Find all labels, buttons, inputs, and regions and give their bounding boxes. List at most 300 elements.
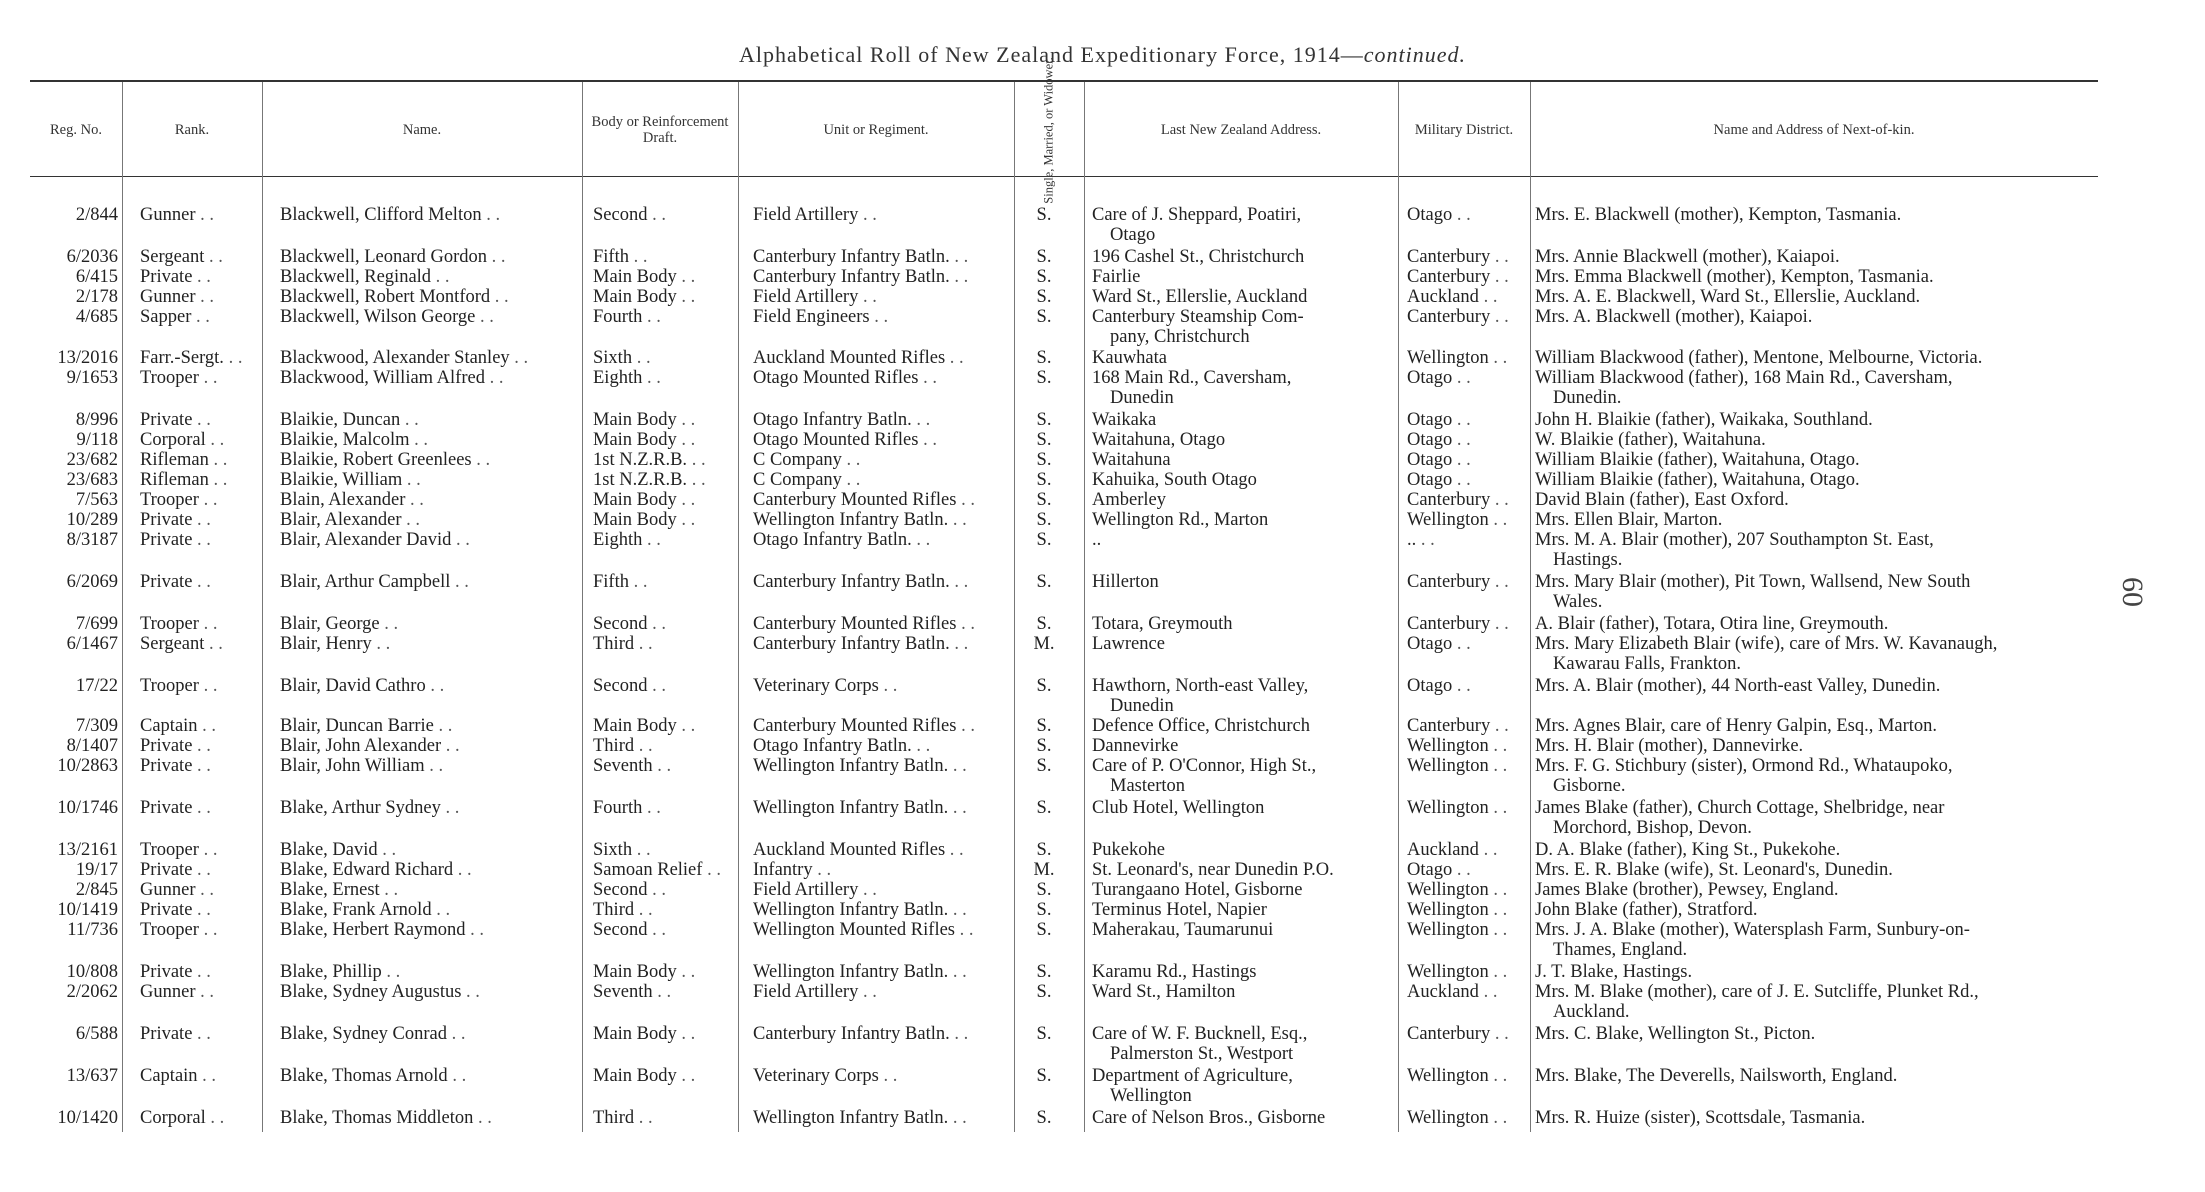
name-cell <box>280 716 580 736</box>
draft-cell <box>593 1066 728 1086</box>
unit-cell <box>753 962 1008 982</box>
leader-dots: . . <box>1490 247 1509 267</box>
next-of-kin-cell <box>1535 860 2095 880</box>
reg-no-cell-text: 6/415 <box>75 267 118 287</box>
name-cell <box>280 756 580 776</box>
district-cell-text: Canterbury <box>1407 490 1491 510</box>
leader-dots: . . <box>878 1066 898 1086</box>
leader-dots: . . <box>948 510 967 530</box>
next-of-kin-cell <box>1535 572 2095 612</box>
address-cell <box>1092 676 1392 716</box>
reg-no-cell <box>34 205 118 225</box>
status-cell-text: S. <box>1036 410 1052 430</box>
draft-cell <box>593 267 728 287</box>
name-cell-text: Blain, Alexander <box>280 490 406 510</box>
status-cell-text: S. <box>1036 1024 1052 1044</box>
address-cell-continued: Wellington <box>1110 1086 1192 1106</box>
next-of-kin-cell-text: William Blaikie (father), Waitahuna, Otago. <box>1535 450 1860 470</box>
name-cell <box>280 430 580 450</box>
reg-no-cell-text: 2/844 <box>75 205 118 225</box>
leader-dots: . . <box>955 920 974 940</box>
next-of-kin-cell-text: Mrs. F. G. Stichbury (sister), Ormond Rd., Whataupoko, <box>1535 756 1953 776</box>
leader-dots: . . <box>381 962 401 982</box>
name-cell-text: Blake, Thomas Arnold <box>280 1066 448 1086</box>
leader-dots: . . <box>1452 860 1471 880</box>
next-of-kin-cell <box>1535 368 2095 408</box>
reg-no-cell <box>34 962 118 982</box>
next-of-kin-cell <box>1535 798 2095 838</box>
status-cell-text: S. <box>1036 368 1052 388</box>
status-cell-text: S. <box>1036 430 1052 450</box>
address-cell <box>1092 470 1392 490</box>
leader-dots: . . <box>956 716 975 736</box>
address-cell-text: Care of Nelson Bros., Gisborne <box>1092 1108 1326 1128</box>
name-cell-text: Blake, Edward Richard <box>280 860 454 880</box>
rank-cell <box>140 1108 258 1128</box>
rank-cell-text: Private <box>140 962 193 982</box>
status-cell-text: S. <box>1036 470 1052 490</box>
draft-cell-text: Third <box>593 736 635 756</box>
rank-cell-text: Captain <box>140 1066 198 1086</box>
leader-dots: . . <box>647 880 666 900</box>
next-of-kin-cell <box>1535 756 2095 796</box>
status-cell-text: S. <box>1036 880 1052 900</box>
name-cell <box>280 410 580 430</box>
rank-cell <box>140 450 258 470</box>
status-cell <box>1016 287 1072 307</box>
rank-cell <box>140 530 258 550</box>
draft-cell <box>593 614 728 634</box>
header-reg: Reg. No. <box>50 122 102 138</box>
next-of-kin-continued: Wales. <box>1553 592 1603 612</box>
draft-cell-text: Eighth <box>593 368 643 388</box>
draft-cell-text: Main Body <box>593 490 677 510</box>
column-divider <box>738 82 739 1132</box>
address-cell-text: Waikaka <box>1092 410 1157 430</box>
column-divider <box>1014 82 1015 1132</box>
leader-dots: . . <box>1478 840 1498 860</box>
unit-cell <box>753 634 1008 654</box>
district-cell <box>1407 962 1527 982</box>
district-cell-text: Wellington <box>1407 1066 1489 1086</box>
name-cell-text: Blaikie, Duncan <box>280 410 401 430</box>
leader-dots: . . <box>475 307 494 327</box>
status-cell <box>1016 798 1072 818</box>
next-of-kin-continued: Morchord, Bishop, Devon. <box>1553 818 1752 838</box>
unit-cell <box>753 982 1008 1002</box>
district-cell <box>1407 634 1527 654</box>
leader-dots: . . <box>1488 348 1508 368</box>
leader-dots: . . <box>425 676 445 696</box>
status-cell <box>1016 1108 1072 1128</box>
draft-cell-text: 1st N.Z.R.B. <box>593 450 688 470</box>
leader-dots: . . <box>431 900 451 920</box>
reg-no-cell <box>34 716 118 736</box>
draft-cell <box>593 490 728 510</box>
address-cell <box>1092 572 1392 592</box>
address-cell-text: Totara, Greymouth <box>1092 614 1233 634</box>
district-cell <box>1407 430 1527 450</box>
status-cell-text: S. <box>1036 348 1052 368</box>
unit-cell <box>753 205 1008 225</box>
unit-cell <box>753 510 1008 530</box>
district-cell-text: Canterbury <box>1407 267 1491 287</box>
name-cell-text: Blaikie, Malcolm <box>280 430 410 450</box>
leader-dots: . . <box>1488 962 1508 982</box>
reg-no-cell <box>34 860 118 880</box>
status-cell <box>1016 267 1072 287</box>
name-cell-text: Blair, Henry <box>280 634 372 654</box>
leader-dots: . . <box>949 247 969 267</box>
leader-dots: . . <box>676 490 696 510</box>
draft-cell-text: Main Body <box>593 510 677 530</box>
name-cell <box>280 450 580 470</box>
leader-dots: . . <box>869 307 889 327</box>
district-cell-text: Wellington <box>1407 920 1489 940</box>
name-cell <box>280 798 580 818</box>
address-cell <box>1092 530 1392 550</box>
draft-cell <box>593 798 728 818</box>
leader-dots: . . <box>447 1024 466 1044</box>
status-cell-text: S. <box>1036 840 1052 860</box>
address-cell-continued: Dunedin <box>1110 388 1174 408</box>
address-cell-text: .. <box>1092 530 1102 550</box>
leader-dots: . . <box>192 1024 211 1044</box>
district-cell-text: Wellington <box>1407 962 1489 982</box>
district-cell-text: Canterbury <box>1407 716 1491 736</box>
leader-dots: . . <box>192 798 211 818</box>
leader-dots: . . <box>1452 368 1471 388</box>
rank-cell <box>140 572 258 592</box>
leader-dots: . . <box>223 348 243 368</box>
header-status-label: Single, Married, or Widower. <box>1041 56 1056 204</box>
leader-dots: . . <box>911 736 931 756</box>
draft-cell <box>593 676 728 696</box>
draft-cell <box>593 962 728 982</box>
draft-cell-text: Third <box>593 634 635 654</box>
name-cell <box>280 348 580 368</box>
address-cell-text: Karamu Rd., Hastings <box>1092 962 1257 982</box>
next-of-kin-cell-text: A. Blair (father), Totara, Otira line, Greymouth. <box>1535 614 1889 634</box>
name-cell-text: Blackwell, Leonard Gordon <box>280 247 488 267</box>
name-cell <box>280 676 580 696</box>
leader-dots: . . <box>1490 614 1509 634</box>
reg-no-cell <box>34 430 118 450</box>
address-cell-text: Waitahuna <box>1092 450 1171 470</box>
name-cell <box>280 510 580 530</box>
leader-dots: . . <box>647 920 666 940</box>
unit-cell-text: Canterbury Mounted Rifles <box>753 716 957 736</box>
unit-cell-text: Infantry <box>753 860 813 880</box>
district-cell <box>1407 716 1527 736</box>
reg-no-cell-text: 10/289 <box>66 510 118 530</box>
leader-dots: . . <box>642 368 661 388</box>
unit-cell <box>753 756 1008 776</box>
district-cell <box>1407 798 1527 818</box>
unit-cell-text: Otago Mounted Rifles <box>753 368 919 388</box>
district-cell <box>1407 1108 1527 1128</box>
rank-cell-text: Trooper <box>140 614 199 634</box>
leader-dots: . . <box>1488 880 1508 900</box>
name-cell-text: Blake, David <box>280 840 378 860</box>
next-of-kin-cell <box>1535 920 2095 960</box>
district-cell <box>1407 900 1527 920</box>
next-of-kin-continued: Thames, England. <box>1553 940 1688 960</box>
next-of-kin-cell <box>1535 307 2095 327</box>
name-cell-text: Blair, John William <box>280 756 425 776</box>
name-cell-text: Blair, Duncan Barrie <box>280 716 434 736</box>
name-cell-text: Blackwell, Wilson George <box>280 307 476 327</box>
name-cell-text: Blackwell, Reginald <box>280 267 432 287</box>
status-cell-text: S. <box>1036 614 1052 634</box>
leader-dots: . . <box>911 410 931 430</box>
reg-no-cell <box>34 798 118 818</box>
unit-cell <box>753 716 1008 736</box>
address-cell <box>1092 860 1392 880</box>
leader-dots: . . <box>450 572 469 592</box>
rank-cell <box>140 510 258 530</box>
district-cell-text: Canterbury <box>1407 307 1491 327</box>
leader-dots: . . <box>1488 798 1508 818</box>
leader-dots: . . <box>948 1108 967 1128</box>
address-cell-text: Pukekohe <box>1092 840 1165 860</box>
reg-no-cell <box>34 920 118 940</box>
name-cell <box>280 962 580 982</box>
leader-dots: . . <box>405 490 424 510</box>
unit-cell-text: Wellington Infantry Batln. <box>753 962 949 982</box>
rank-cell <box>140 860 258 880</box>
leader-dots: . . <box>191 307 210 327</box>
next-of-kin-cell-text: Mrs. C. Blake, Wellington St., Picton. <box>1535 1024 1816 1044</box>
reg-no-cell <box>34 572 118 592</box>
unit-cell <box>753 450 1008 470</box>
status-cell <box>1016 348 1072 368</box>
district-cell-text: Otago <box>1407 634 1453 654</box>
name-cell-text: Blackwood, William Alfred <box>280 368 485 388</box>
reg-no-cell-text: 11/736 <box>67 920 118 940</box>
unit-cell-text: Auckland Mounted Rifles <box>753 348 946 368</box>
address-cell <box>1092 716 1392 736</box>
leader-dots: . . <box>918 430 937 450</box>
leader-dots: . . <box>198 676 218 696</box>
unit-cell-text: Canterbury Infantry Batln. <box>753 1024 950 1044</box>
rank-cell-text: Private <box>140 510 193 530</box>
name-cell-text: Blaikie, William <box>280 470 403 490</box>
status-cell <box>1016 490 1072 510</box>
status-cell-text: S. <box>1036 247 1052 267</box>
next-of-kin-cell-text: J. T. Blake, Hastings. <box>1535 962 1693 982</box>
leader-dots: . . <box>1452 410 1471 430</box>
address-cell-text: Hillerton <box>1092 572 1159 592</box>
rank-cell-text: Trooper <box>140 920 199 940</box>
unit-cell-text: Wellington Infantry Batln. <box>753 798 949 818</box>
name-cell-text: Blackwell, Clifford Melton <box>280 205 482 225</box>
reg-no-cell-text: 6/588 <box>75 1024 118 1044</box>
leader-dots: . . <box>424 756 444 776</box>
rank-cell <box>140 798 258 818</box>
reg-no-cell-text: 17/22 <box>75 676 118 696</box>
status-cell-text: S. <box>1036 287 1052 307</box>
address-cell-text: Wellington Rd., Marton <box>1092 510 1269 530</box>
address-cell <box>1092 490 1392 510</box>
address-cell <box>1092 450 1392 470</box>
district-cell <box>1407 1066 1527 1086</box>
status-cell-text: S. <box>1036 510 1052 530</box>
rank-cell <box>140 1066 258 1086</box>
rank-cell <box>140 287 258 307</box>
rank-cell <box>140 614 258 634</box>
draft-cell <box>593 348 728 368</box>
leader-dots: . . <box>634 1108 653 1128</box>
rank-cell <box>140 247 258 267</box>
name-cell-text: Blackwood, Alexander Stanley <box>280 348 510 368</box>
leader-dots: . . <box>634 900 653 920</box>
address-cell-text: 168 Main Rd., Caversham, <box>1092 368 1292 388</box>
draft-cell <box>593 1024 728 1044</box>
reg-no-cell <box>34 410 118 430</box>
leader-dots: . . <box>956 614 975 634</box>
next-of-kin-cell-text: James Blake (father), Church Cottage, Shelbridge, near <box>1535 798 1945 818</box>
draft-cell-text: Seventh <box>593 982 653 1002</box>
leader-dots: . . <box>192 510 211 530</box>
status-cell-text: S. <box>1036 1108 1052 1128</box>
district-cell <box>1407 410 1527 430</box>
name-cell <box>280 368 580 388</box>
district-cell-text: Otago <box>1407 410 1453 430</box>
leader-dots: . . <box>192 900 211 920</box>
district-cell-text: Wellington <box>1407 510 1489 530</box>
header-district: Military District. <box>1414 122 1514 138</box>
district-cell-text: Canterbury <box>1407 1024 1491 1044</box>
status-cell <box>1016 410 1072 430</box>
next-of-kin-cell <box>1535 962 2095 982</box>
leader-dots: . . <box>632 840 651 860</box>
next-of-kin-cell <box>1535 1108 2095 1128</box>
address-cell <box>1092 267 1392 287</box>
draft-cell-text: Main Body <box>593 287 677 307</box>
reg-no-cell-text: 9/118 <box>76 430 118 450</box>
leader-dots: . . <box>192 736 211 756</box>
status-cell-text: S. <box>1036 530 1052 550</box>
leader-dots: . . <box>371 634 391 654</box>
draft-cell <box>593 920 728 940</box>
address-cell <box>1092 614 1392 634</box>
unit-cell <box>753 920 1008 940</box>
address-cell <box>1092 962 1392 982</box>
leader-dots: . . <box>1490 1024 1509 1044</box>
rank-cell <box>140 736 258 756</box>
status-cell-text: S. <box>1036 1066 1052 1086</box>
address-cell-text: Department of Agriculture, <box>1092 1066 1293 1086</box>
address-cell-text: Kahuika, South Otago <box>1092 470 1257 490</box>
unit-cell-text: Otago Infantry Batln. <box>753 530 912 550</box>
name-cell <box>280 1108 580 1128</box>
draft-cell-text: Main Body <box>593 430 677 450</box>
status-cell-text: S. <box>1036 490 1052 510</box>
leader-dots: . . <box>949 267 969 287</box>
leader-dots: . . <box>484 368 504 388</box>
next-of-kin-cell-text: Mrs. H. Blair (mother), Dannevirke. <box>1535 736 1804 756</box>
draft-cell <box>593 572 728 592</box>
reg-no-cell-text: 2/845 <box>75 880 118 900</box>
draft-cell <box>593 840 728 860</box>
leader-dots: . . <box>647 676 666 696</box>
draft-cell <box>593 368 728 388</box>
draft-cell-text: Main Body <box>593 1066 677 1086</box>
unit-cell-text: Wellington Infantry Batln. <box>753 900 949 920</box>
next-of-kin-cell-text: Mrs. Mary Elizabeth Blair (wife), care of Mrs. W. Kavanaugh, <box>1535 634 1998 654</box>
header-status <box>1014 56 1084 204</box>
status-cell <box>1016 307 1072 327</box>
name-cell-text: Blair, Alexander David <box>280 530 452 550</box>
address-cell-text: Maherakau, Taumarunui <box>1092 920 1274 940</box>
address-cell-text: Care of W. F. Bucknell, Esq., <box>1092 1024 1308 1044</box>
next-of-kin-cell <box>1535 1024 2095 1044</box>
address-cell <box>1092 798 1392 818</box>
status-cell <box>1016 962 1072 982</box>
district-cell <box>1407 736 1527 756</box>
unit-cell-text: Field Engineers <box>753 307 870 327</box>
status-cell-text: S. <box>1036 756 1052 776</box>
district-cell <box>1407 307 1527 327</box>
status-cell-text: S. <box>1036 962 1052 982</box>
reg-no-cell <box>34 267 118 287</box>
name-cell-text: Blake, Sydney Augustus <box>280 982 462 1002</box>
draft-cell-text: Eighth <box>593 530 643 550</box>
district-cell <box>1407 530 1527 550</box>
unit-cell <box>753 368 1008 388</box>
leader-dots: . . <box>401 510 421 530</box>
name-cell-text: Blair, Alexander <box>280 510 402 530</box>
leader-dots: . . <box>948 756 967 776</box>
leader-dots: . . <box>192 410 211 430</box>
draft-cell <box>593 470 728 490</box>
status-cell <box>1016 450 1072 470</box>
title-main: Alphabetical Roll of New Zealand Expeditionary Force, 1914— <box>739 42 1364 67</box>
status-cell <box>1016 470 1072 490</box>
address-cell <box>1092 410 1392 430</box>
leader-dots: . . <box>858 287 877 307</box>
leader-dots: . . <box>945 348 964 368</box>
leader-dots: . . <box>687 470 706 490</box>
name-cell-text: Blair, George <box>280 614 380 634</box>
leader-dots: . . <box>1452 634 1471 654</box>
leader-dots: . . <box>1488 510 1508 530</box>
address-cell-continued: Palmerston St., Westport <box>1110 1044 1294 1064</box>
leader-dots: . . <box>1490 490 1509 510</box>
leader-dots: . . <box>205 1108 225 1128</box>
reg-no-cell-text: 10/1420 <box>57 1108 118 1128</box>
district-cell-text: Wellington <box>1407 880 1489 900</box>
leader-dots: . . <box>208 470 228 490</box>
draft-cell-text: Second <box>593 880 648 900</box>
status-cell <box>1016 572 1072 592</box>
unit-cell <box>753 1066 1008 1086</box>
leader-dots: . . <box>377 840 397 860</box>
draft-cell <box>593 716 728 736</box>
unit-cell <box>753 900 1008 920</box>
reg-no-cell-text: 6/1467 <box>66 634 118 654</box>
name-cell <box>280 1024 580 1044</box>
district-cell-text: Canterbury <box>1407 614 1491 634</box>
draft-cell <box>593 982 728 1002</box>
next-of-kin-cell-text: W. Blaikie (father), Waitahuna. <box>1535 430 1766 450</box>
status-cell-text: S. <box>1036 982 1052 1002</box>
name-cell <box>280 572 580 592</box>
unit-cell <box>753 840 1008 860</box>
draft-cell-text: Fifth <box>593 247 629 267</box>
leader-dots: . . <box>948 962 967 982</box>
